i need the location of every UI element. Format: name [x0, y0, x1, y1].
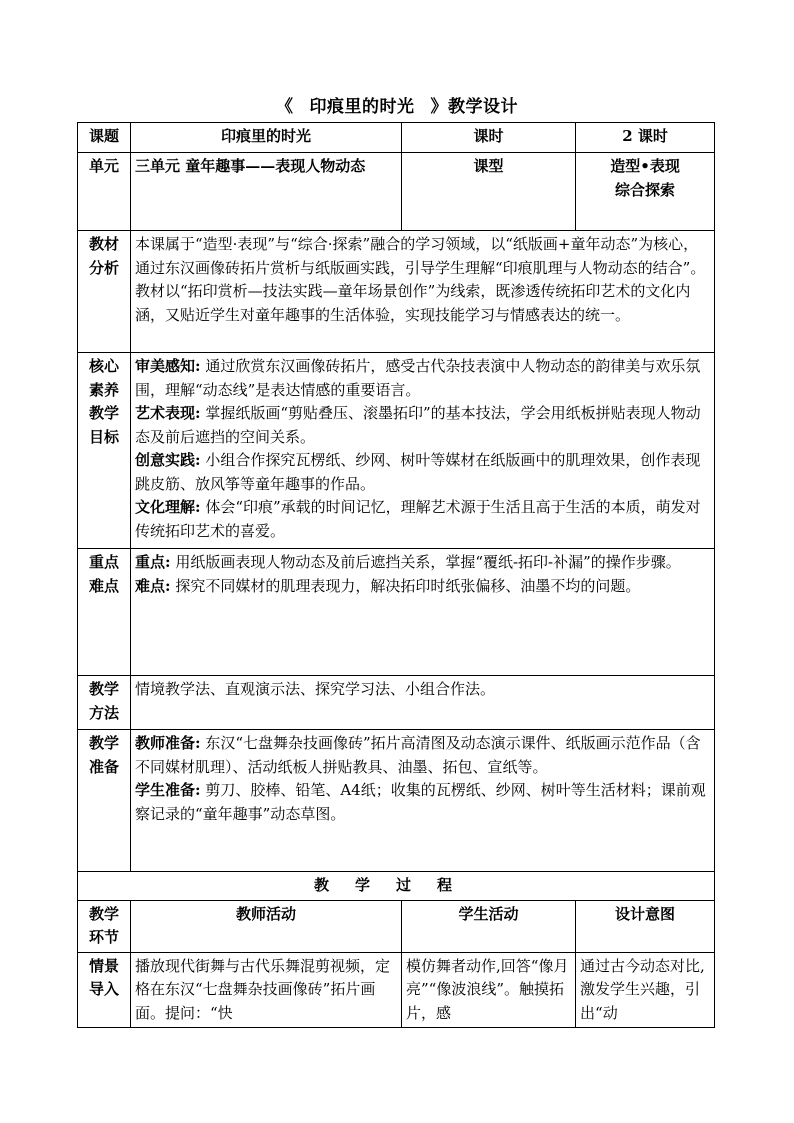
lesson-label: 课题	[78, 123, 131, 153]
type-label: 课型	[402, 153, 576, 231]
row-stage-1: 情景	[88, 956, 119, 975]
prep-label-2: 准备	[88, 757, 119, 776]
lesson-row	[78, 123, 715, 153]
process-header: 教学过程	[78, 872, 715, 901]
goals-label	[78, 353, 131, 549]
col-stage-1: 教学	[88, 904, 119, 923]
process-header-row	[78, 872, 715, 901]
row-teacher: 播放现代街舞与古代乐舞混剪视频，定格在东汉“七盘舞杂技画像砖”拓片画面。提问：“快	[131, 952, 402, 1028]
unit-row	[78, 153, 715, 231]
methods-label-2: 方法	[88, 703, 119, 722]
goal-aesthetic: 审美感知: 通过欣赏东汉画像砖拓片，感受古代杂技表演中人物动态的韵律美与欢乐氛围，理解“动态线”是表达情感的重要语言。	[135, 357, 701, 399]
keypoints-label-1: 重点	[88, 553, 119, 571]
row-stage	[78, 952, 131, 1028]
keypoints-label	[78, 549, 131, 676]
type-value	[576, 153, 715, 231]
teacher-prep: 教师准备: 东汉“七盘舞杂技画像砖”拓片高清图及动态演示课件、纸版画示范作品（含不同媒材肌理）、活动纸板人拼贴教具、油墨、拓包、宣纸等。	[135, 734, 701, 776]
student-prep: 学生准备: 剪刀、胶棒、铅笔、A4纸；收集的瓦楞纸、纱网、树叶等生活材料；课前观察记录的“童年趣事”动态草图。	[135, 781, 706, 823]
goals-content	[131, 353, 715, 549]
type-value-line-1: 造型•表现	[610, 157, 680, 175]
analysis-text: 本课属于“造型·表现”与“综合·探索”融合的学习领域，以“纸版画+童年动态”为核心，通过东汉画像砖拓片赏析与纸版画实践，引导学生理解“印痕肌理与人物动态的结合”。教材以“拓印赏析—技法实践—童年场景创作”为线索，既渗透传统拓印艺术的文化内涵，又贴近学生对童年趣事的生活体验，实现技能学习与情感表达的统一。	[131, 231, 715, 353]
col-student: 学生活动	[402, 900, 576, 952]
goals-label-3: 教学	[88, 404, 119, 422]
methods-row	[78, 676, 715, 730]
goals-label-2: 素养	[88, 380, 119, 399]
type-value-line-2: 综合探索	[615, 180, 676, 199]
methods-label-1: 教学	[88, 680, 119, 698]
hours-label: 课时	[402, 123, 576, 153]
methods-text: 情境教学法、直观演示法、探究学习法、小组合作法。	[131, 676, 715, 730]
analysis-label-2: 分析	[88, 258, 119, 277]
goals-label-1: 核心	[88, 357, 119, 375]
lesson-value: 印痕里的时光	[131, 123, 402, 153]
row-student: 模仿舞者动作,回答“像月亮”“像波浪线”。触摸拓片，感	[402, 952, 576, 1028]
goal-creative: 创意实践: 小组合作探究瓦楞纸、纱网、树叶等媒材在纸版画中的肌理效果，创作表现跳皮筋、放风筝等童年趣事的作品。	[135, 451, 701, 493]
col-teacher: 教师活动	[131, 900, 402, 952]
page-title	[0, 92, 794, 117]
analysis-row	[78, 231, 715, 353]
prep-row	[78, 730, 715, 872]
row-design: 通过古今动态对比,激发学生兴趣，引出“动	[576, 952, 715, 1028]
title-close: 》教学设计	[430, 97, 518, 117]
lesson-plan-table	[77, 122, 715, 1028]
keypoints-row	[78, 549, 715, 676]
unit-value: 三单元 童年趣事——表现人物动态	[131, 153, 402, 231]
col-design: 设计意图	[576, 900, 715, 952]
goals-row	[78, 353, 715, 549]
keypoints-label-2: 难点	[88, 576, 119, 595]
col-stage	[78, 900, 131, 952]
difficult-point: 难点: 探究不同媒材的肌理表现力，解决拓印时纸张偏移、油墨不均的问题。	[135, 576, 641, 595]
analysis-label	[78, 231, 131, 353]
title-lesson-name: 印痕里的时光	[309, 97, 415, 117]
unit-label: 单元	[78, 153, 131, 231]
goal-culture: 文化理解: 体会“印痕”承载的时间记忆，理解艺术源于生活且高于生活的本质，萌发对传统拓印艺术的喜爱。	[135, 498, 701, 540]
prep-label-1: 教学	[88, 734, 119, 752]
goal-expression: 艺术表现: 掌握纸版画“剪贴叠压、滚墨拓印”的基本技法，学会用纸板拼贴表现人物动态及前后遮挡的空间关系。	[135, 404, 701, 446]
prep-content	[131, 730, 715, 872]
keypoints-content	[131, 549, 715, 676]
col-stage-2: 环节	[88, 928, 119, 946]
hours-value: 2 课时	[576, 123, 715, 153]
methods-label	[78, 676, 131, 730]
process-columns-row	[78, 900, 715, 952]
process-row	[78, 952, 715, 1028]
key-point: 重点: 用纸版画表现人物动态及前后遮挡关系，掌握“覆纸-拓印-补漏”的操作步骤。	[135, 553, 681, 571]
row-stage-2: 导入	[88, 980, 119, 998]
prep-label	[78, 730, 131, 872]
goals-label-4: 目标	[88, 427, 119, 446]
title-open: 《	[276, 97, 294, 117]
analysis-label-1: 教材	[88, 235, 119, 253]
